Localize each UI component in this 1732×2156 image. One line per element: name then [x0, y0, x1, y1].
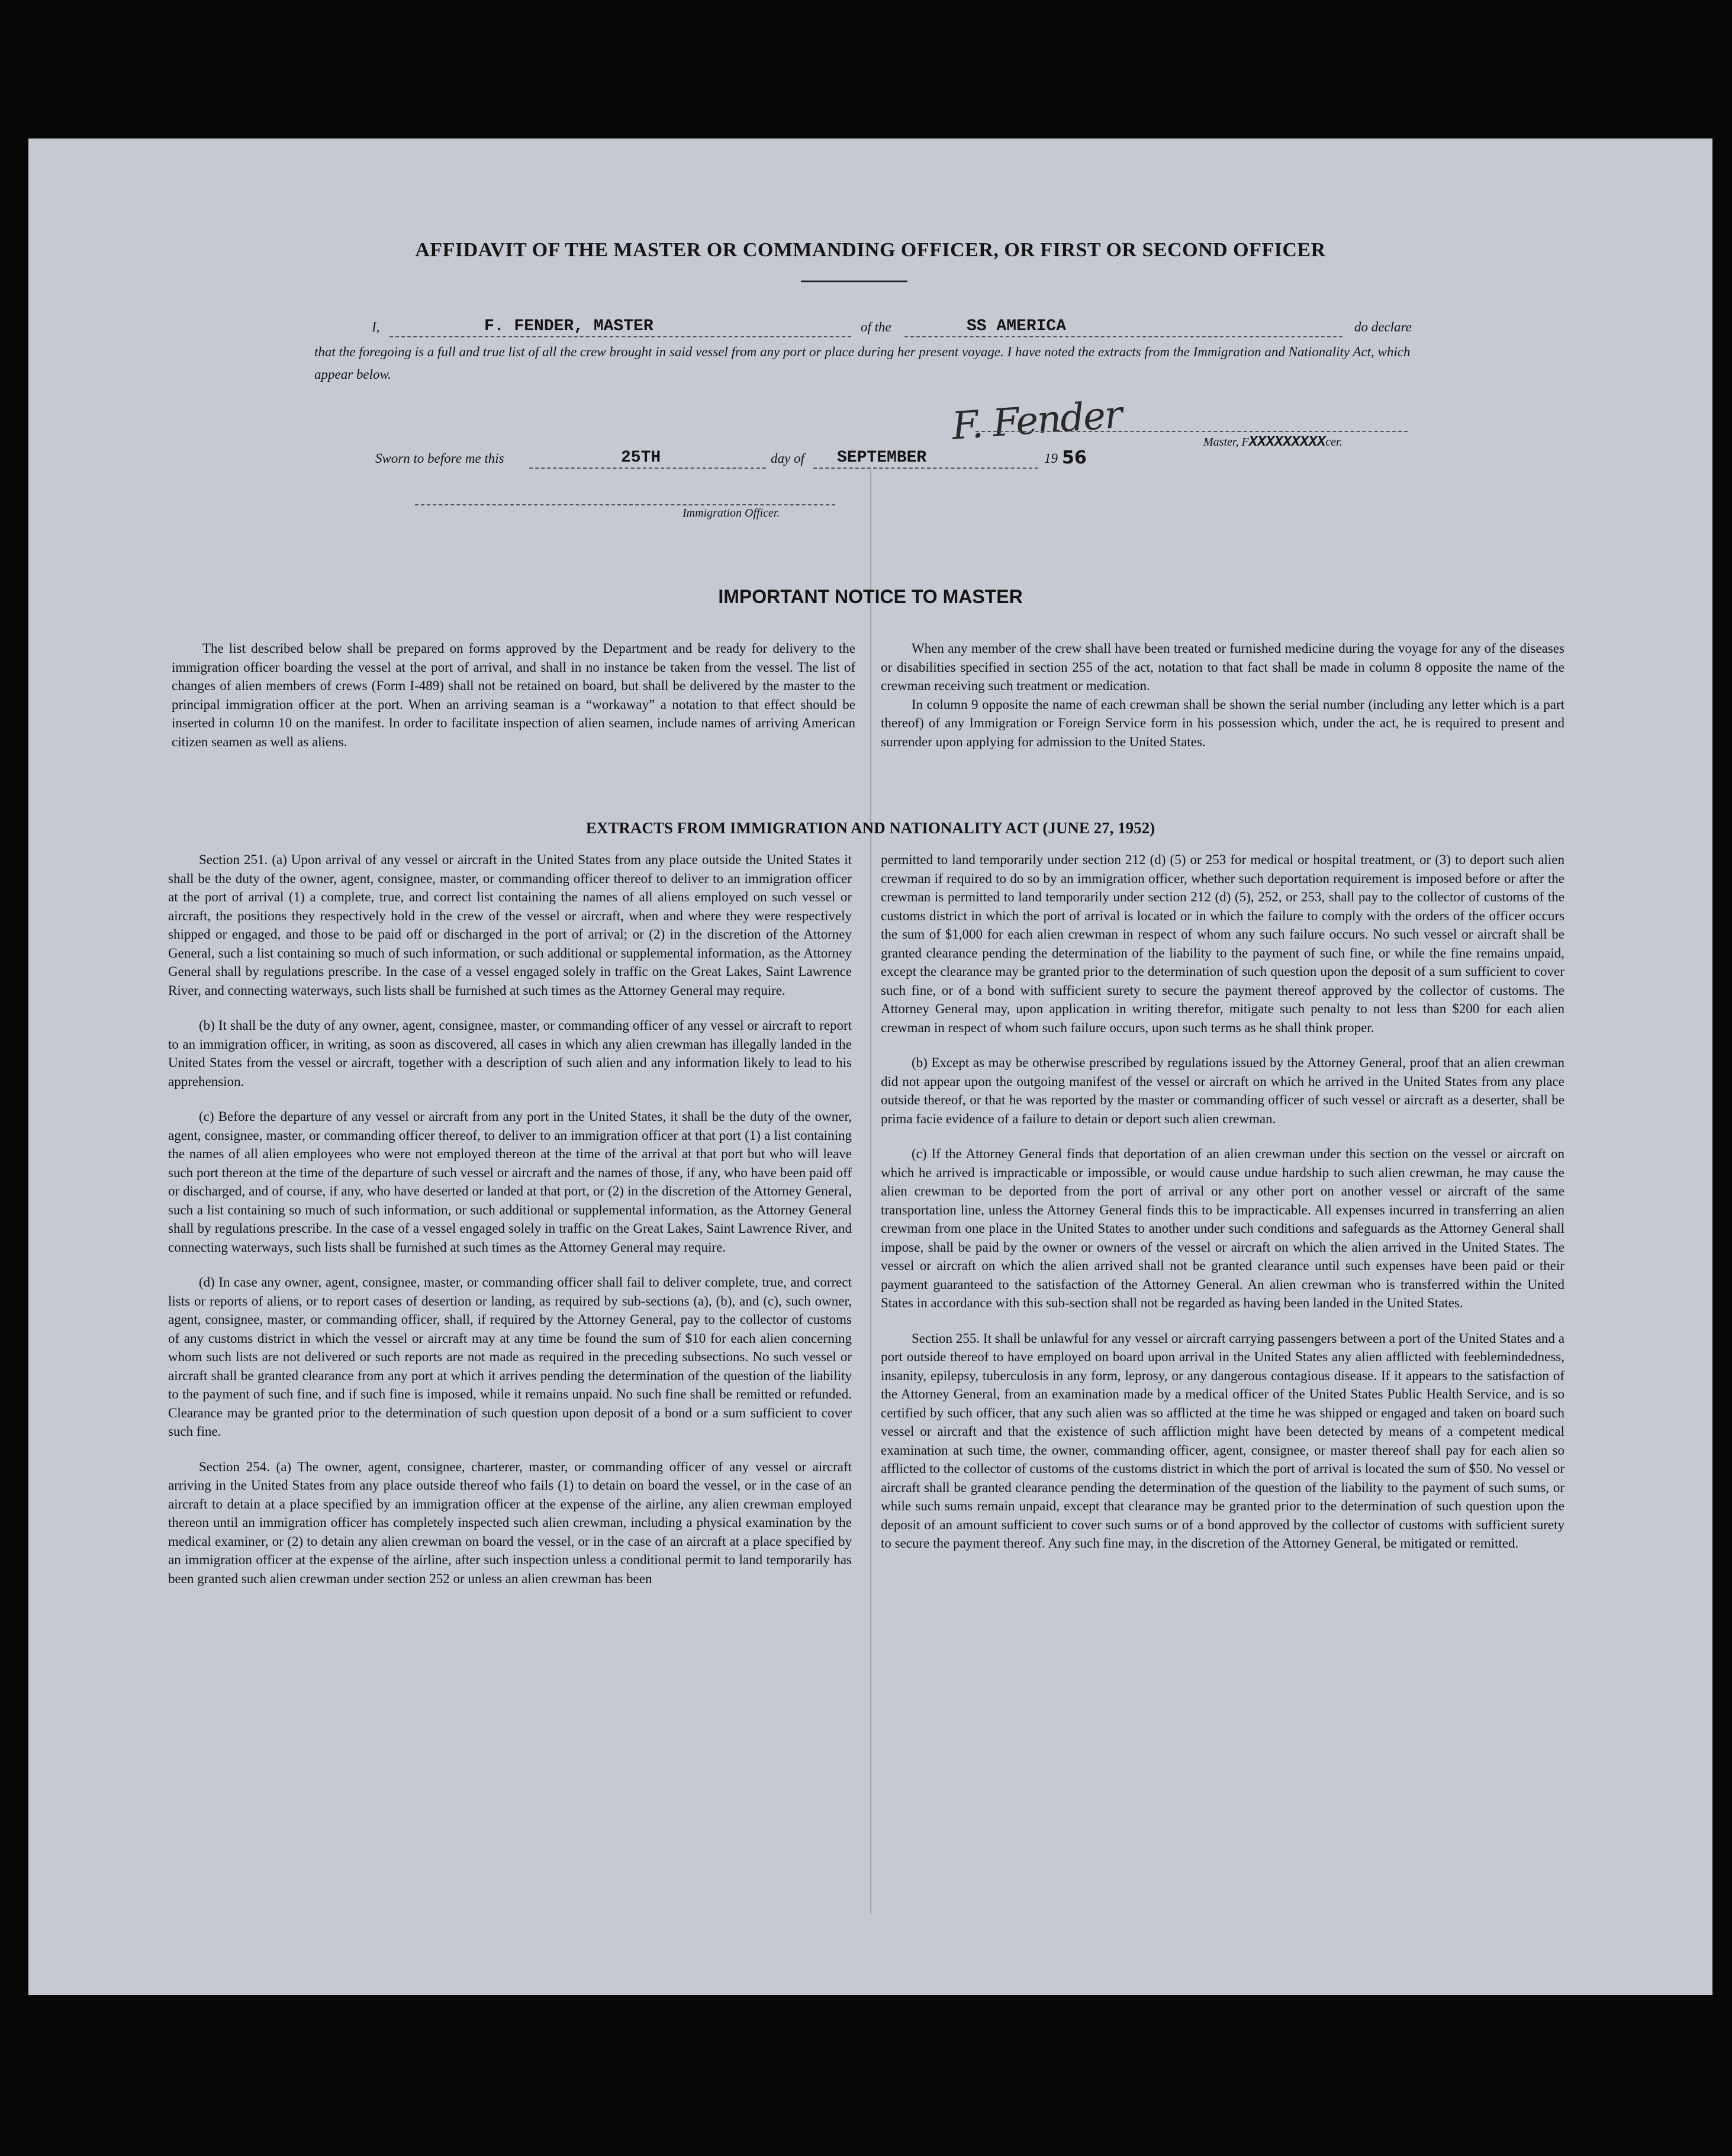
notice-right-paragraph-2: In column 9 opposite the name of each crewman shall be shown the serial number (including any letter which is a part thereof) of any Immigration or Foreign Service form in his possession which, under the act, he is required to present and surrender upon applying for admission to the United States. — [881, 697, 1564, 749]
declaration-text: that the foregoing is a full and true list of all the crew brought in said vessel from any port or place during her present voyage. I have noted the extracts from the Immigration and Nationality Act, which appear below. — [314, 344, 1411, 382]
vessel-field-line — [904, 336, 1343, 337]
section-254-b: (b) Except as may be otherwise prescribed by regulations issued by the Attorney General, proof that an alien crewman did not appear upon the outgoing manifest of the vessel or aircraft on which he arrived in the United States from any place outside thereof, or that he was reported by the master or commanding officer of such vessel or aircraft as a deserter, shall be prima facie evidence of a failure to detain or deport such alien crewman. — [881, 1055, 1564, 1126]
section-255: Section 255. It shall be unlawful for any vessel or aircraft carrying passengers between a port of the United States and a port outside thereof to have employed on board upon arrival in the United States any alien afflicted with feeblemindedness, insanity, epilepsy, tuberculosis in any form, leprosy, or any dangerous contagious disease. If it appears to the satisfaction of the Attorney General, from an examination made by a medical officer of the United States Public Health Service, and is so certified by such officer, that any such alien was so afflicted at the time he was shipped or engaged and taken on board such vessel or aircraft and that the existence of such affliction might have been detected by means of a competent medical examination at such time, the owner, commanding officer, agent, consignee, or master thereof shall pay for each alien so afflicted to the collector of customs of the customs district in which the port of arrival is located the sum of $50. No vessel or aircraft shall be granted clearance pending the determination of the question of the liability to the payment of such sums, or while such sums remain unpaid, except that clearance may be granted prior to the determination of such question upon the deposit of an amount sufficient to cover such sums or of a bond approved by the collector of customs with sufficient surety to secure the payment thereof. Any such fine may, in the discretion of the Attorney General, be mitigated or remitted. — [881, 1330, 1564, 1551]
day-field-line — [529, 468, 766, 469]
section-251-b: (b) It shall be the duty of any owner, agent, consignee, master, or commanding officer of any vessel or aircraft to report to an immigration officer, in writing, as soon as discovered, all cases in which any alien crewman has illegally landed in the United States from the vessel or aircraft, together with a description of such alien and any information likely to lead to his apprehension. — [168, 1018, 852, 1089]
signature-line — [976, 431, 1408, 432]
master-role-suffix: cer. — [1325, 436, 1343, 449]
section-251-d: (d) In case any owner, agent, consignee, master, or commanding officer shall fail to deliver complete, true, and correct lists or reports of aliens, or to report cases of desertion or landing, as required by sub-sections (a), (b), and (c), such owner, agent, consignee, master, or commanding officer, shall, if required by the Attorney General, pay to the collector of customs of any customs district in which the vessel or aircraft may at any time be found the sum of $10 for each alien concerning whom such lists are not delivered or such reports are not made as required in the preceding subsections. No such vessel or aircraft shall be granted clearance from any port at which it arrives pending the determination of the question of the liability to the payment of such fine, and if such fine is imposed, while it remains unpaid. No such fine shall be remitted or refunded. Clearance may be granted prior to the determination of such question upon deposit of a bond or a sum sufficient to cover such fine. — [168, 1275, 852, 1439]
title-rule — [801, 281, 907, 282]
affidavit-page — [28, 138, 1712, 1995]
section-251-c: (c) Before the departure of any vessel or aircraft from any port in the United States, it shall be the duty of the owner, agent, consignee, master, or commanding officer thereof, to deliver to an immigration officer at that port (1) a list containing the names of all alien employees who were not employed thereon at the time of the arrival at that port but who will leave such port thereon at the time of the departure of such vessel or aircraft and the names of those, if any, who have been paid off or discharged, and of course, if any, who have deserted or landed at that port, or (2) in the discretion of the Attorney General, such a list containing so much of such information, or such additional or supplemental information, as the Attorney General shall by regulations prescribe. In the case of a vessel engaged solely in traffic on the Great Lakes, Saint Lawrence River, and connecting waterways, such lists shall be furnished at such times as the Attorney General may require. — [168, 1109, 852, 1255]
notice-left-paragraph: The list described below shall be prepared on forms approved by the Department and be ready for delivery to the immigration officer boarding the vessel at the port of arrival, and shall in no instance be taken from the vessel. The list of changes of alien members of crews (Form I-489) shall not be retained on board, but shall be delivered by the master to the principal immigration officer at the port. When an arriving seaman is a “workaway” a notation to that effect should be inserted in column 10 on the manifest. In order to facilitate inspection of alien seamen, include names of arriving American citizen seamen as well as aliens. — [172, 641, 855, 749]
i-label: I, — [372, 320, 380, 334]
master-signature: F. Fender — [950, 393, 1123, 449]
extracts-title: EXTRACTS FROM IMMIGRATION AND NATIONALITY ACT (JUNE 27, 1952) — [585, 819, 1155, 837]
notice-title: IMPORTANT NOTICE TO MASTER — [718, 586, 1023, 607]
of-the-label: of the — [861, 320, 891, 334]
extracts-right-column — [881, 850, 1564, 1553]
master-role-prefix: Master, F — [1203, 436, 1249, 449]
immigration-officer-line — [415, 504, 835, 505]
master-name: F. FENDER, MASTER — [484, 317, 653, 336]
sworn-month: SEPTEMBER — [837, 449, 927, 467]
master-role-label — [1203, 434, 1343, 450]
master-role-struck: XXXXXXXXX — [1248, 434, 1326, 450]
fold-line — [870, 470, 871, 1914]
vessel-name: SS AMERICA — [967, 317, 1067, 336]
notice-right-paragraph-1: When any member of the crew shall have been treated or furnished medicine during the voyage for any of the diseases or disabilities specified in section 255 of the act, notation to that fact shall be made in column 8 opposite the name of the crewman receiving such treatment or medication. — [881, 641, 1564, 693]
sworn-day: 25TH — [621, 449, 661, 467]
section-254-c: (c) If the Attorney General finds that deportation of an alien crewman under this section on the vessel or aircraft on which he arrived is impracticable or impossible, or would cause undue hardship to such alien crewman, he may cause the alien crewman to be deported from the port of arrival or any other port on another vessel or aircraft of the same transportation line, unless the Attorney General finds this to be impracticable. All expenses incurred in transferring an alien crewman from one place in the United States to another under such conditions and safeguards as the Attorney General shall impose, shall be paid by the owner or owners of the vessel or aircraft on which the alien arrived in the United States. The vessel or aircraft on which the alien arrived shall not be granted clearance until such expenses have been paid or their payment guaranteed to the satisfaction of the Attorney General. An alien crewman who is transferred within the United States in accordance with this sub-section shall not be regarded as having been landed in the United States. — [881, 1146, 1564, 1310]
immigration-officer-label: Immigration Officer. — [683, 507, 780, 520]
notice-left-column — [172, 639, 855, 751]
month-field-line — [813, 468, 1038, 469]
section-254-a: Section 254. (a) The owner, agent, consignee, charterer, master, or commanding officer of any vessel or aircraft arriving in the United States from any place outside thereof who fails (1) to detain on board the vessel, or in the case of an aircraft to detain at a place specified by an immigration officer at the expense of the airline, any alien crewman employed thereon until an immigration officer has completely inspected such alien crewman, including a physical examination by the medical examiner, or (2) to detain any alien crewman on board the vessel, or in the case of an aircraft at a place specified by an immigration officer at the expense of the airline, after such inspection unless a conditional permit to land temporarily has been granted such alien crewman under section 252 or unless an alien crewman has been — [168, 1459, 852, 1586]
day-of-label: day of — [771, 451, 804, 466]
name-field-line — [389, 336, 851, 337]
year-prefix: 19 — [1044, 451, 1058, 466]
notice-right-column — [881, 639, 1564, 751]
section-251-a: Section 251. (a) Upon arrival of any vessel or aircraft in the United States from any place outside the United States it shall be the duty of the owner, agent, consignee, master, or commanding officer thereof to deliver to an immigration officer at the port of arrival (1) a complete, true, and correct list containing the names of all aliens employed on such vessel or aircraft, the positions they respectively hold in the crew of the vessel or aircraft, when and where they were respectively shipped or engaged, and those to be paid off or discharged in the port of arrival; or (2) in the discretion of the Attorney General, such a list containing so much of such information, or such additional or supplemental information, as the Attorney General shall by regulations prescribe. In the case of a vessel engaged solely in traffic on the Great Lakes, Saint Lawrence River, and connecting waterways, such lists shall be furnished at such times as the Attorney General may require. — [168, 852, 852, 998]
year-suffix: 56 — [1062, 447, 1087, 468]
section-254-a-continued: permitted to land temporarily under section 212 (d) (5) or 253 for medical or hospital treatment, or (3) to deport such alien crewman if required to do so by an immigration officer, whether such deportation requirement is imposed before or after the crewman is permitted to land temporarily under section 212 (d) (5), 252, or 253, shall pay to the collector of customs of the customs district in which the port of arrival is located or in which the failure to comply with the orders of the officer occurs the sum of $1,000 for each alien crewman in respect of whom any such failure occurs. No such vessel or aircraft shall be granted clearance pending the determination of the liability to the payment of such fine, or while the fine remains unpaid, except the clearance may be granted prior to the determination of such question upon the deposit of a sum sufficient to cover such fine, or of a bond with sufficient surety to secure the payment thereof approved by the collector of customs. The Attorney General may, upon application in writing therefor, mitigate such penalty to not less than $200 for each alien crewman in respect of whom such failure occurs, upon such terms as he shall think proper. — [881, 852, 1564, 1035]
declarant-line — [342, 316, 1425, 340]
do-declare-label: do declare — [1354, 320, 1412, 334]
sworn-line — [346, 446, 1133, 470]
sworn-label: Sworn to before me this — [375, 451, 504, 466]
affidavit-title: AFFIDAVIT OF THE MASTER OR COMMANDING OFFICER, OR FIRST OR SECOND OFFICER — [415, 239, 1326, 261]
extracts-left-column — [168, 850, 852, 1588]
